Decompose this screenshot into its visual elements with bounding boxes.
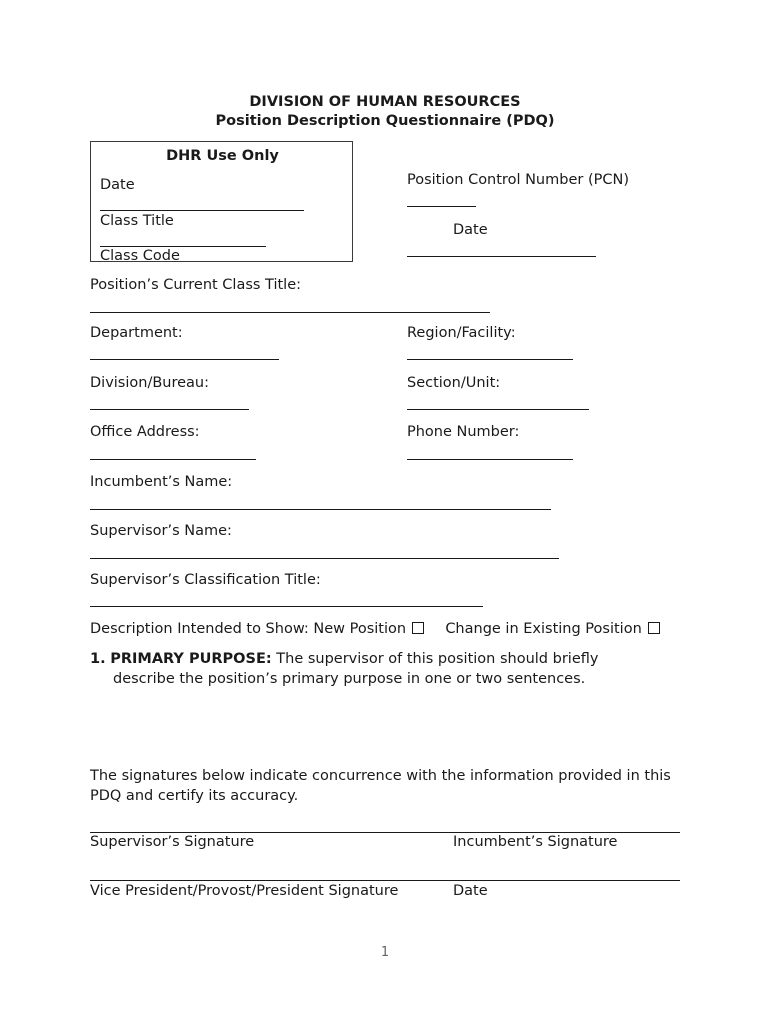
incumbent-name-label: Incumbent’s Name: bbox=[90, 474, 233, 490]
division-bureau-line[interactable] bbox=[90, 409, 249, 410]
primary-purpose-number: 1. bbox=[90, 651, 106, 667]
dhr-box-heading: DHR Use Only bbox=[166, 148, 279, 164]
incumbent-signature-label: Incumbent’s Signature bbox=[453, 834, 618, 850]
description-intent-row bbox=[90, 620, 660, 638]
region-facility-label: Region/Facility: bbox=[407, 325, 516, 341]
supervisor-classification-line[interactable] bbox=[90, 606, 483, 607]
primary-purpose-text-line2: describe the position’s primary purpose in one or two sentences. bbox=[113, 671, 586, 687]
dhr-class-code-label: Class Code bbox=[100, 248, 180, 262]
section-unit-line[interactable] bbox=[407, 409, 589, 410]
pcn-line[interactable] bbox=[407, 206, 476, 207]
pcn-date-line[interactable] bbox=[407, 256, 596, 257]
department-line[interactable] bbox=[90, 359, 279, 360]
certification-text: The signatures below indicate concurrence with the information provided in this PDQ and certify its accuracy. bbox=[90, 768, 671, 804]
supervisor-name-label: Supervisor’s Name: bbox=[90, 523, 232, 539]
signature-date-label: Date bbox=[453, 883, 488, 899]
option-new-position-label: New Position bbox=[313, 621, 407, 637]
primary-purpose-heading: PRIMARY PURPOSE: bbox=[110, 651, 272, 667]
primary-purpose-line1 bbox=[90, 650, 598, 668]
primary-purpose-text-line1: The supervisor of this position should briefly bbox=[276, 651, 599, 667]
dhr-date-label: Date bbox=[100, 177, 135, 193]
phone-number-line[interactable] bbox=[407, 459, 573, 460]
supervisor-classification-label: Supervisor’s Classification Title: bbox=[90, 572, 321, 588]
department-label: Department: bbox=[90, 325, 183, 341]
dhr-date-line[interactable] bbox=[100, 210, 304, 211]
page-number: 1 bbox=[380, 945, 390, 960]
dhr-class-title-label: Class Title bbox=[100, 213, 174, 229]
region-facility-line[interactable] bbox=[407, 359, 573, 360]
change-position-checkbox[interactable] bbox=[648, 622, 660, 634]
description-intent-label: Description Intended to Show: bbox=[90, 621, 309, 637]
supervisor-name-line[interactable] bbox=[90, 558, 559, 559]
signature-line-bottom[interactable] bbox=[90, 880, 680, 881]
office-address-label: Office Address: bbox=[90, 424, 200, 440]
supervisor-signature-label: Supervisor’s Signature bbox=[90, 834, 255, 850]
new-position-checkbox[interactable] bbox=[412, 622, 424, 634]
pcn-label: Position Control Number (PCN) bbox=[407, 172, 629, 188]
document-subtitle: Position Description Questionnaire (PDQ) bbox=[215, 113, 555, 129]
division-bureau-label: Division/Bureau: bbox=[90, 375, 209, 391]
incumbent-name-line[interactable] bbox=[90, 509, 551, 510]
pcn-date-label: Date bbox=[453, 222, 488, 238]
vp-signature-label: Vice President/Provost/President Signature bbox=[90, 883, 399, 899]
dhr-use-only-box bbox=[90, 141, 353, 262]
office-address-line[interactable] bbox=[90, 459, 256, 460]
option-change-position-label: Change in Existing Position bbox=[445, 621, 642, 637]
phone-number-label: Phone Number: bbox=[407, 424, 520, 440]
current-class-title-label: Position’s Current Class Title: bbox=[90, 277, 302, 293]
document-title: DIVISION OF HUMAN RESOURCES bbox=[249, 94, 521, 110]
current-class-title-line[interactable] bbox=[90, 312, 490, 313]
section-unit-label: Section/Unit: bbox=[407, 375, 501, 391]
